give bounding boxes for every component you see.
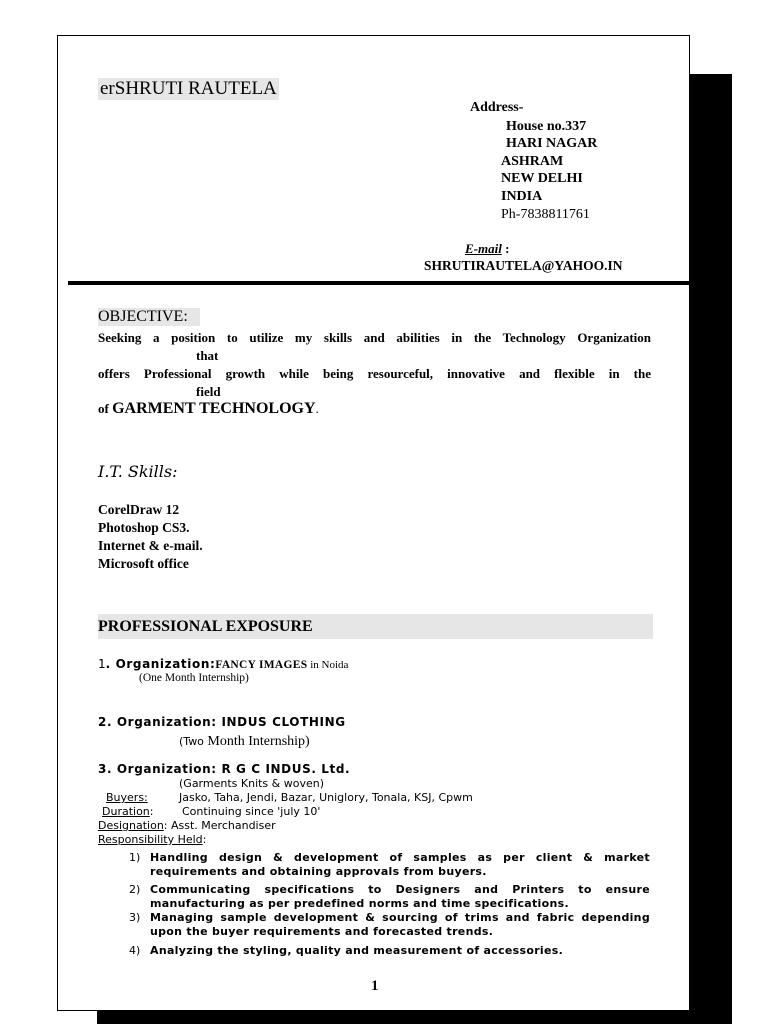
buyers-label: Buyers:	[106, 791, 148, 804]
skills-heading: I.T. Skills:	[98, 462, 178, 481]
address-line: INDIA	[501, 189, 543, 204]
resp-3-line-2: upon the buyer requirements and forecasted trends.	[150, 925, 494, 938]
org1-label: . Organization:	[105, 657, 216, 671]
skill-item: Internet & e-mail.	[98, 538, 203, 553]
org3-label: 3. Organization: R G C INDUS. Ltd.	[98, 762, 351, 776]
duration-colon: :	[149, 805, 154, 818]
objective-heading: OBJECTIVE:	[98, 308, 200, 326]
address-line: NEW DELHI	[501, 171, 583, 186]
resp-4-number: 4)	[129, 944, 141, 957]
resp-1-number: 1)	[129, 851, 141, 864]
address-line: HARI NAGAR	[506, 136, 598, 151]
email-address: SHRUTIRAUTELA@YAHOO.IN	[424, 258, 623, 273]
resume-page	[57, 35, 690, 1011]
org1-number: 1	[98, 657, 106, 671]
duration-value: Continuing since 'july 10'	[182, 805, 321, 818]
org1-location: in Noida	[307, 659, 349, 671]
objective-line-1b: that	[196, 348, 219, 363]
org2-label: 2. Organization: INDUS CLOTHING	[98, 715, 346, 729]
resp-3-line-1: Managing sample development & sourcing of trims and fabric depending	[150, 911, 650, 924]
org3-note: (Garments Knits & woven)	[179, 777, 325, 790]
resp-3-number: 3)	[129, 911, 141, 924]
address-label: Address-	[470, 100, 524, 115]
org1-note: (One Month Internship)	[139, 672, 249, 684]
phone-number: Ph-7838811761	[501, 207, 590, 222]
org2-note-rest: Month Internship)	[207, 734, 310, 749]
objective-field: GARMENT TECHNOLOGY	[112, 400, 316, 417]
designation-label: Designation	[98, 819, 164, 832]
header-divider	[68, 281, 691, 285]
address-line: ASHRAM	[501, 154, 564, 169]
duration-label: Duration	[102, 805, 150, 818]
resp-2-line-1: Communicating specifications to Designers and Printers to ensure	[150, 883, 650, 896]
skill-item: Photoshop CS3.	[98, 520, 190, 535]
resp-1-line-1: Handling design & development of samples as per client & market	[150, 851, 650, 864]
address-line: House no.337	[506, 119, 587, 134]
exposure-heading: PROFESSIONAL EXPOSURE	[98, 614, 653, 639]
skill-item: Microsoft office	[98, 556, 189, 571]
objective-suffix: .	[315, 401, 319, 416]
email-colon: :	[501, 241, 510, 256]
page-number: 1	[371, 978, 379, 994]
resp-2-number: 2)	[129, 883, 141, 896]
objective-line-1: Seeking a position to utilize my skills and abilities in the Technology Organization	[98, 330, 651, 345]
objective-prefix: of	[98, 401, 113, 416]
objective-line-2b: field	[196, 384, 221, 399]
designation-value: : Asst. Merchandiser	[163, 819, 276, 832]
candidate-name: erSHRUTI RAUTELA	[100, 78, 277, 99]
responsibility-colon: :	[202, 833, 207, 846]
buyers-value: Jasko, Taha, Jendi, Bazar, Uniglory, Tonala, KSJ, Cpwm	[179, 791, 473, 804]
objective-line-2: offers Professional growth while being resourceful, innovative and flexible in the	[98, 366, 651, 381]
responsibility-label: Responsibility Held	[98, 833, 203, 846]
org1-name: FANCY IMAGES	[215, 659, 308, 671]
resp-2-line-2: manufacturing as per predefined norms and time specifications.	[150, 897, 569, 910]
skill-item: CorelDraw 12	[98, 502, 180, 517]
resp-1-line-2: requirements and obtaining approvals from buyers.	[150, 865, 487, 878]
email-label: E-mail	[465, 241, 502, 256]
resp-4-line-1: Analyzing the styling, quality and measurement of accessories.	[150, 944, 564, 957]
org2-note-prefix: (Two	[179, 735, 208, 748]
